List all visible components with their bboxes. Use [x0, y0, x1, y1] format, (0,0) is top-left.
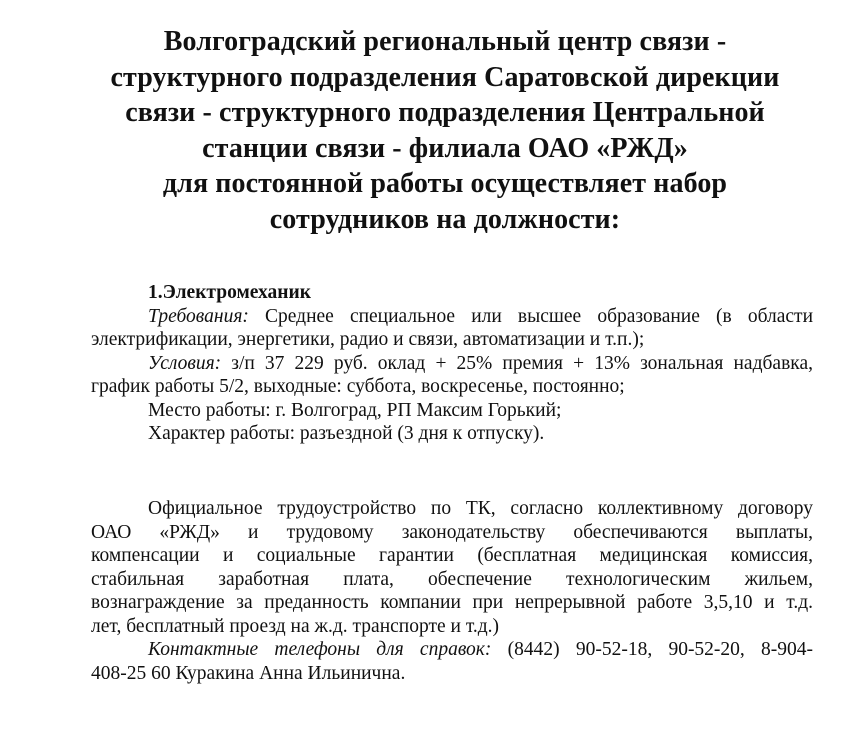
vacancy-title: 1.Электромеханик	[148, 282, 311, 303]
heading-line: связи - структурного подразделения Центральной	[125, 97, 765, 128]
heading-line: сотрудников на должности:	[269, 203, 621, 235]
requirements-label: Требования:	[148, 305, 249, 327]
benefits-section	[91, 497, 813, 685]
work-nature-text: Характер работы: разъездной (3 дня к отпуску).	[148, 423, 545, 444]
conditions-paragraph	[91, 352, 813, 376]
vacancy-section	[91, 281, 813, 446]
requirements-text-cont: электрификации, энергетики, радио и связи, автоматизации и т.п.);	[91, 329, 645, 350]
heading-line: станции связи - филиала ОАО «РЖД»	[202, 132, 688, 164]
contacts-phones: (8442) 90-52-18, 90-52-20, 8-904-	[507, 639, 814, 660]
heading-line: Волгоградский региональный центр связи -	[163, 26, 727, 57]
conditions-label: Условия:	[148, 352, 222, 374]
contacts-phones-cont: 408-25 60 Куракина Анна Ильинична.	[91, 662, 406, 684]
benefits-line: лет, бесплатный проезд на ж.д. транспорте и т.д.)	[91, 615, 500, 637]
contacts-label: Контактные телефоны для справок:	[148, 639, 492, 660]
heading-line: для постоянной работы осуществляет набор	[162, 168, 728, 199]
benefits-line: стабильная заработная плата, обеспечение технологическим жильем,	[91, 568, 813, 590]
workplace-text: Место работы: г. Волгоград, РП Максим Горький;	[148, 399, 562, 421]
conditions-text: з/п 37 229 руб. оклад + 25% премия + 13% зональная надбавка,	[231, 352, 814, 374]
requirements-paragraph	[91, 305, 813, 329]
conditions-text-cont: график работы 5/2, выходные: суббота, воскресенье, постоянно;	[91, 376, 625, 397]
benefits-line: ОАО «РЖД» и трудовому законодательству обеспечиваются выплаты,	[91, 521, 813, 543]
benefits-line: вознаграждение за преданность компании при непрерывной работе 3,5,10 и т.д.	[91, 592, 813, 613]
document-heading	[60, 24, 830, 237]
contacts-paragraph	[91, 638, 813, 662]
benefits-line: компенсации и социальные гарантии (бесплатная медицинская комиссия,	[91, 545, 813, 566]
requirements-text: Среднее специальное или высшее образование (в области	[265, 305, 813, 327]
heading-line: структурного подразделения Саратовской дирекции	[110, 61, 780, 93]
benefits-line: Официальное трудоустройство по ТК, согласно коллективному договору	[148, 498, 813, 519]
